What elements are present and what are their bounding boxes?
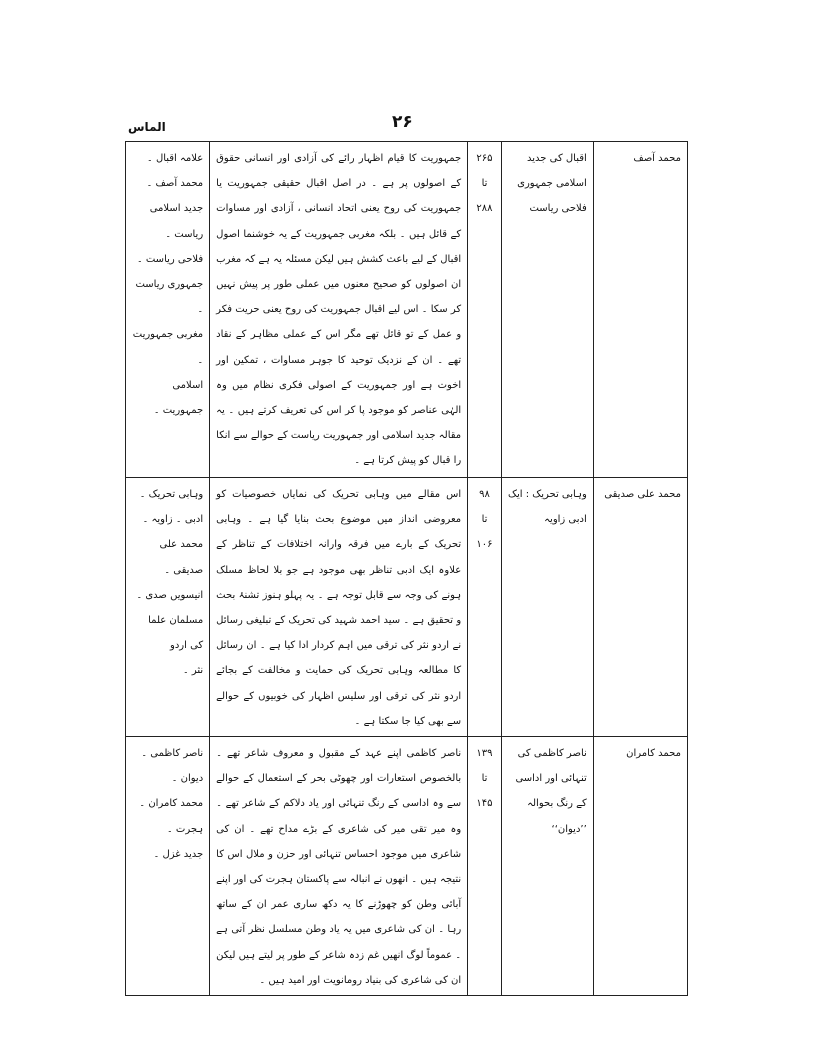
keyword: مسلمان علما کی اردو bbox=[148, 615, 204, 652]
keyword: انیسویں صدی ۔ bbox=[136, 589, 204, 601]
keywords-cell bbox=[126, 478, 210, 737]
keyword: مغربی جمہوریت ۔ bbox=[132, 329, 204, 366]
keyword: ریاست ۔ bbox=[165, 228, 204, 240]
keyword: وہابی تحریک ۔ bbox=[139, 489, 204, 500]
pages-cell bbox=[468, 737, 502, 996]
keyword: اسلامی جمہوریت ۔ bbox=[153, 379, 204, 417]
keyword: جدید اسلامی bbox=[149, 203, 204, 215]
keywords-cell bbox=[126, 142, 210, 478]
author-cell: محمد کامران bbox=[593, 737, 687, 996]
keyword: ناصر کاظمی ۔ bbox=[141, 748, 204, 760]
page-start: ۹۸ bbox=[479, 489, 490, 500]
keyword: فلاحی ریاست ۔ bbox=[136, 253, 204, 265]
keyword: محمد آصف ۔ bbox=[146, 178, 204, 190]
page-end: ۱۰۶ bbox=[476, 539, 493, 551]
title-cell: ناصر کاظمی کی تنہائی اور اداسی کے رنگ بحوالہ ’’دیوان‘‘ bbox=[501, 737, 593, 996]
pages-cell bbox=[468, 478, 502, 737]
summary-cell: ناصر کاظمی اپنے عہد کے مقبول و معروف شاعر تھے ۔ بالخصوص استعارات اور چھوٹی بحر کے استعمال کے حوالے سے وہ اداسی کے رنگ تنہائی اور یاد دلاکم کے شاعر تھے ۔ وہ میر تقی میر کی شاعری کے بڑے مداح تھے ۔ ان کی شاعری میں موجود احساس تنہائی اور حزن و ملال اس کا نتیجہ ہیں ۔ انھوں نے انبالہ سے پاکستان ہجرت کی اور اپنے آبائی وطن کو چھوڑنے کا یہ دکھ ساری عمر ان کے ساتھ رہا ۔ ان کی شاعری میں یہ یاد وطن مسلسل نظر آتی ہے ۔ عموماً لوگ انھیں غم زدہ شاعر کے طور پر لیتے ہیں لیکن ان کی شاعری کی بنیاد رومانویت اور امید ہیں ۔ bbox=[210, 737, 468, 996]
page-to: تا bbox=[481, 773, 488, 785]
table-row bbox=[126, 478, 688, 737]
keyword: جمہوری ریاست ۔ bbox=[135, 279, 204, 316]
keyword: صدیقی ۔ bbox=[164, 564, 204, 576]
table-row bbox=[126, 737, 688, 996]
page-end: ۱۴۵ bbox=[476, 798, 493, 810]
page-number: ۲۶ bbox=[392, 112, 413, 132]
summary-cell: جمہوریت کا قیام اظہار رائے کی آزادی اور انسانی حقوق کے اصولوں پر ہے ۔ در اصل اقبال حقیقی جمہوریت یا جمہوریت کی روح یعنی اتحاد انسانی ، آزادی اور مساوات کے قائل ہیں ۔ بلکہ مغربی جمہوریت کے یہ خوشنما اصول اقبال کے لیے باعث کشش ہیں لیکن مسئلہ یہ ہے کہ مغرب ان اصولوں کو صحیح معنوں میں عملی طور پر پیش نہیں کر سکا ۔ اس لیے اقبال جمہوریت کی روح یعنی حریت فکر و عمل کے تو قائل تھے مگر اس کے عملی مظاہر کے نقاد تھے ۔ ان کے نزدیک توحید کا جوہر مساوات ، تمکین اور اخوت ہے اور جمہوریت کے اصولی فکری نظام میں وہ الہٰی عناصر کو موجود پا کر اس کی تعریف کرتے ہیں ۔ یہ مقالہ جدید اسلامی اور جمہوریت ریاست کے حوالے سے انکا را قبال کو پیش کرتا ہے ۔ bbox=[210, 142, 468, 478]
title-cell: اقبال کی جدید اسلامی جمہوری فلاحی ریاست bbox=[501, 142, 593, 478]
page-end: ۲۸۸ bbox=[476, 203, 493, 215]
page-start: ۲۶۵ bbox=[476, 153, 493, 164]
keyword: محمد کامران ۔ bbox=[139, 798, 204, 810]
keyword: علامہ اقبال ۔ bbox=[146, 153, 204, 164]
title-cell: وہابی تحریک : ایک ادبی زاویہ bbox=[501, 478, 593, 737]
journal-name: الماس bbox=[128, 120, 166, 134]
keyword: دیوان ۔ bbox=[171, 773, 204, 785]
keyword: جدید غزل ۔ bbox=[153, 848, 204, 860]
table-row bbox=[126, 142, 688, 478]
summary-cell: اس مقالے میں وہابی تحریک کی نمایاں خصوصیات کو معروضی انداز میں موضوع بحث بنایا گیا ہے ۔ وہابی تحریک کے بارے میں فرقہ وارانہ اختلافات کے تناظر کے علاوہ ایک ادبی تناظر بھی موجود ہے جو بلا لحاظ مسلک ہونے کی وجہ سے قابل توجہ ہے ۔ یہ پہلو ہنوز تشنۂ بحث و تحقیق ہے ۔ سید احمد شہید کی تحریک کے تبلیغی رسائل نے اردو نثر کی ترقی میں اہم کردار ادا کیا ہے ۔ ان رسائل کا مطالعہ وہابی تحریک کی حمایت و مخالفت کے بجائے اردو نثر کی ترقی اور سلیس اظہار کی خوبیوں کے حوالے سے بھی کیا جا سکتا ہے ۔ bbox=[210, 478, 468, 737]
keywords-cell bbox=[126, 737, 210, 996]
page-to: تا bbox=[481, 178, 488, 190]
author-cell: محمد آصف bbox=[593, 142, 687, 478]
index-table bbox=[125, 141, 688, 996]
page-to: تا bbox=[481, 514, 488, 526]
page-start: ۱۳۹ bbox=[476, 748, 493, 760]
pages-cell bbox=[468, 142, 502, 478]
keyword: ہجرت ۔ bbox=[166, 823, 204, 835]
keyword: نثر ۔ bbox=[182, 665, 204, 677]
author-cell: محمد علی صدیقی bbox=[593, 478, 687, 737]
keyword: ادبی ۔ زاویہ ۔ محمد علی bbox=[142, 514, 204, 551]
